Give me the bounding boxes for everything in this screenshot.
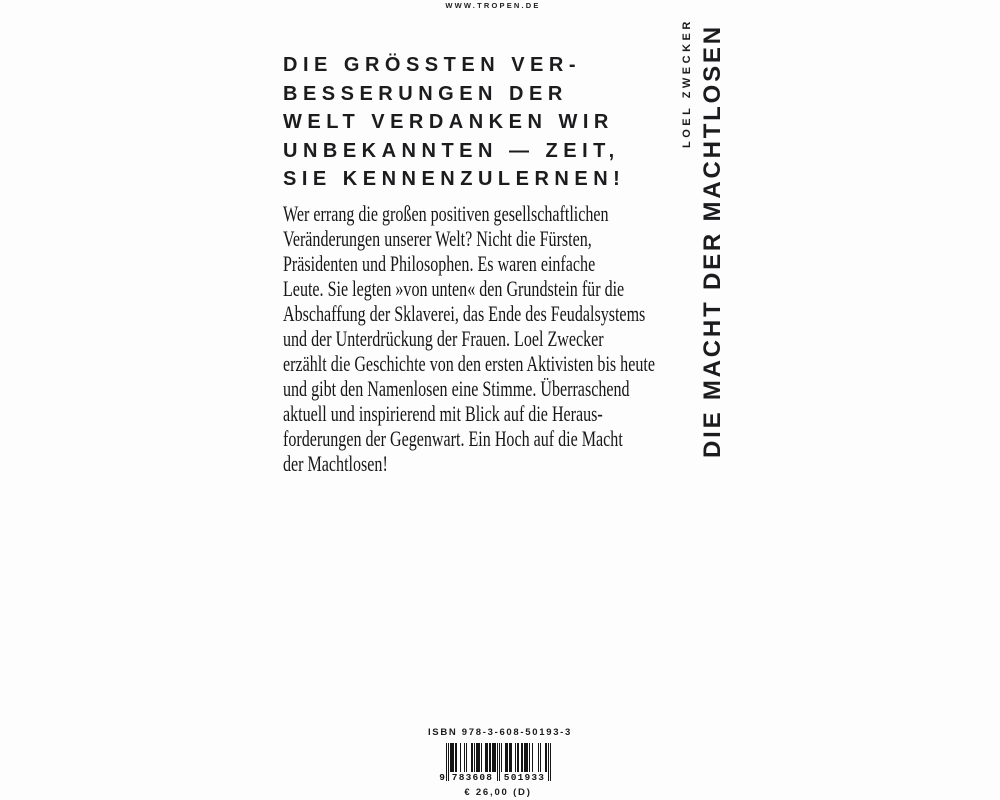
barcode-bar [460, 743, 461, 772]
headline-line: DIE GRÖSSTEN VER- [283, 54, 581, 76]
headline-line: BESSERUNGEN DER [283, 82, 568, 105]
barcode-bar [455, 743, 457, 772]
barcode-digit-prefix: 9 [439, 772, 445, 783]
blurb-line: Leute. Sie legten »von unten« den Grundstein für die [283, 276, 625, 301]
barcode-bar [489, 743, 491, 772]
barcode-bar [509, 743, 512, 772]
blurb-line: Wer errang die großen positiven gesellschaftlichen [283, 201, 609, 226]
barcode-bar [550, 743, 551, 781]
barcode-bar [450, 743, 453, 772]
blurb-line: Veränderungen unserer Welt? Nicht die Fürsten, [283, 226, 592, 251]
spine-author: LOEL ZWECKER [681, 18, 693, 148]
barcode-bar [497, 743, 498, 781]
blurb-line: der Machtlosen! [283, 451, 388, 476]
barcode-bar [499, 743, 500, 781]
barcode-bar [501, 743, 502, 772]
barcode-digits-right: 501933 [503, 772, 546, 783]
blurb-line: erzählt die Geschichte von den ersten Aktivisten bis heute [283, 351, 655, 376]
blurb-line: und der Unterdrückung der Frauen. Loel Zwecker [283, 326, 604, 351]
publisher-url: WWW.TROPEN.DE [445, 1, 541, 10]
headline-line: UNBEKANNTEN — ZEIT, [283, 139, 620, 162]
barcode-bar [446, 743, 447, 781]
blurb-line: Abschaffung der Sklaverei, das Ende des Feudalsystems [283, 301, 646, 326]
barcode-bar [464, 743, 465, 772]
blurb-line: forderungen der Gegenwart. Ein Hoch auf die Macht [283, 426, 623, 451]
barcode-bar [540, 743, 541, 772]
spine-title: DIE MACHT DER MACHTLOSEN [699, 24, 726, 458]
blurb-line: Präsidenten und Philosophen. Es waren einfache [283, 251, 596, 276]
isbn-label: ISBN 978-3-608-50193-3 [427, 727, 573, 738]
barcode-bar [524, 743, 527, 772]
barcode-bar [492, 743, 495, 772]
barcode-digits-left: 783608 [451, 772, 494, 783]
barcode-bar [505, 743, 508, 772]
headline-line: WELT VERDANKEN WIR [283, 111, 614, 133]
barcode-bar [474, 743, 475, 772]
barcode-bar [485, 743, 488, 772]
barcode-bar [471, 743, 472, 772]
barcode-bar [548, 743, 549, 781]
blurb-text [283, 201, 655, 476]
barcode-bar [476, 743, 480, 772]
blurb-line: aktuell und inspirierend mit Blick auf die Heraus- [283, 401, 603, 426]
price-label: € 26,00 (D) [464, 787, 532, 798]
barcode-bar [545, 743, 546, 772]
headline [283, 51, 625, 194]
barcode-bar [521, 743, 523, 772]
barcode-bar [529, 743, 530, 772]
barcode-bar [515, 743, 516, 772]
barcode-bar [532, 743, 533, 772]
barcode [439, 743, 551, 783]
blurb-line: und gibt den Namenlosen eine Stimme. Überraschend [283, 376, 630, 401]
barcode-bar [481, 743, 482, 772]
barcode-bar [466, 743, 467, 772]
headline-line: SIE KENNENZULERNEN! [283, 168, 626, 190]
barcode-bar [538, 743, 539, 772]
barcode-bar [517, 743, 519, 772]
